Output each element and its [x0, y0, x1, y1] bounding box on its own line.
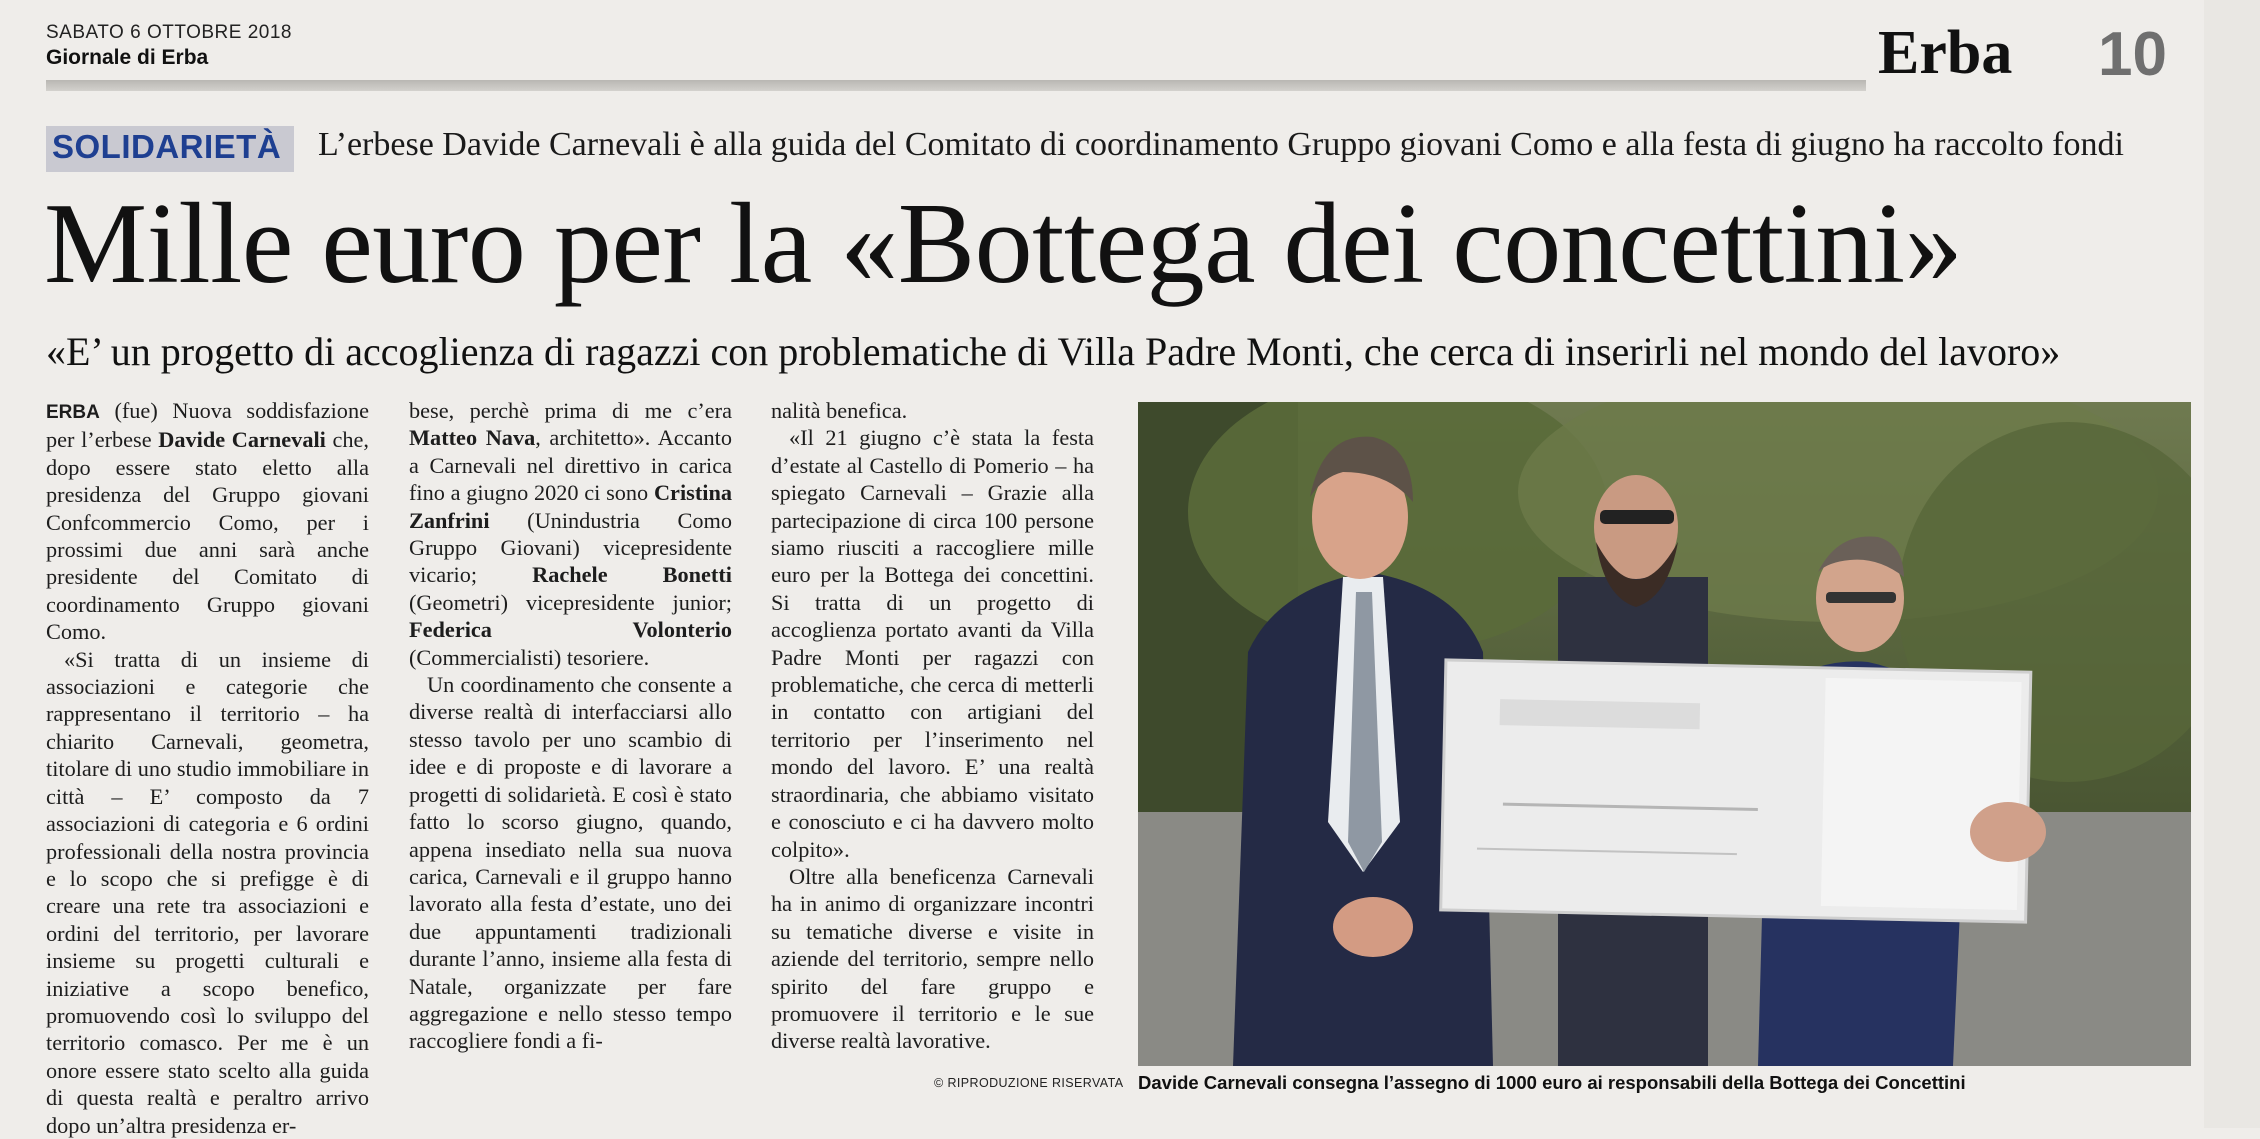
masthead-rule — [46, 80, 1866, 91]
paragraph: Un coordinamento che consente a diverse realtà di interfacciarsi allo stesso tavolo per uno scambio di idee e di proposte e di lavorare a progetti di solidarietà. E così è stato fatto lo scorso giugno, quando, appena insediato nella sua nuova carica, Carnevali e il gruppo hanno lavorato alla festa d’estate, uno dei due appuntamenti tradizionali durante l’anno, insieme alla festa di Natale, organizzate per fare aggregazione e nello stesso tempo raccogliere fondi a fi- — [409, 672, 732, 1054]
page-number: 10 — [2098, 20, 2167, 89]
text-run: (Geometri) vicepresidente junior; — [409, 589, 732, 615]
subheadline: L’erbese Davide Carnevali è alla guida del Comitato di coordinamento Gruppo giovani Como e alla festa di giugno ha raccolto fondi — [318, 126, 2124, 163]
headline: Mille euro per la «Bottega dei concettini» — [44, 180, 1963, 308]
person-name: Matteo Nava — [409, 425, 536, 451]
article-column-1 — [46, 397, 369, 1139]
section-name: Erba — [1878, 19, 2013, 87]
paragraph — [409, 397, 732, 671]
paragraph: nalità benefica. — [771, 398, 908, 423]
standfirst: «E’ un progetto di accoglienza di ragazzi con problematiche di Villa Padre Monti, che cerca di inserirli nel mondo del lavoro» — [46, 329, 2061, 374]
person-name: Federica Volonterio — [409, 617, 732, 643]
photo-illustration — [1138, 402, 2191, 1066]
person-name: Cristina Zanfrini — [409, 480, 732, 533]
person-name: Davide Carnevali — [158, 427, 326, 453]
paragraph: «Si tratta di un insieme di associazioni e categorie che rappresentano il territorio – ha chiarito Carnevali, geometra, titolare di uno studio immobiliare in città – E’ composto da 7 associazioni di categoria e 6 ordini professionali della nostra provincia e lo scopo che si prefigge è di creare una rete tra associazioni e ordini del territorio, per lavorare insieme su progetti culturali e iniziative a scopo benefico, promuovendo così lo sviluppo del territorio comasco. Per me è un onore essere stato scelto alla guida di questa realtà e peraltro arrivo dopo un’altra presidenza er- — [46, 646, 369, 1138]
article-column-2 — [409, 397, 732, 1055]
text-run: (Commercialisti) tesoriere. — [409, 644, 650, 670]
article-column-3 — [771, 397, 1094, 1055]
news-photo — [1138, 402, 2191, 1066]
copyright-notice: © RIPRODUZIONE RISERVATA — [934, 1076, 1124, 1090]
text-run: che, dopo essere stato eletto alla presidenza del Gruppo giovani Confcommercio Como, per i prossimi due anni sarà anche presidente del Comitato di coordinamento Gruppo giovani Como. — [46, 427, 369, 645]
text-run: (Unindustria Como Gruppo Giovani) vicepresidente vicario; — [409, 507, 732, 588]
paragraph: «Il 21 giugno c’è stata la festa d’estate al Castello di Pomerio – ha spiegato Carnevali – Grazie alla partecipazione di circa 100 persone siamo riusciti a raccogliere mille euro per la Bottega dei concettini. Si tratta di un progetto di accoglienza portato avanti da Villa Padre Monti per ragazzi con problematiche, che cerca di metterli in contatto con artigiani del territorio per l’inserimento nel mondo del lavoro. E’ una realtà straordinaria, che abbiamo visitato e conosciuto e ci ha davvero molto colpito». — [771, 425, 1094, 862]
paragraph: Oltre alla beneficenza Carnevali ha in animo di organizzare incontri su tematiche diverse e visite in aziende del territorio, sempre nello spirito del fare gruppo e promuovere il territorio e le sue diverse realtà lavorative. — [771, 863, 1094, 1054]
text-run: (fue) Nuova soddisfazione per l’erbese — [46, 398, 369, 453]
kicker-label: SOLIDARIETÀ — [52, 128, 282, 165]
paragraph — [46, 397, 369, 646]
person-name: Rachele Bonetti — [532, 562, 732, 588]
text-run: bese, perchè prima di me c’era — [409, 398, 732, 423]
page-edge — [2204, 0, 2260, 1128]
text-run: , architetto». Accanto a Carnevali nel direttivo in carica fino a giugno 2020 ci sono — [409, 425, 732, 506]
photo-caption: Davide Carnevali consegna l’assegno di 1000 euro ai responsabili della Bottega dei Concettini — [1138, 1072, 1966, 1093]
masthead-paper-name: Giornale di Erba — [46, 46, 209, 69]
masthead-date: SABATO 6 OTTOBRE 2018 — [46, 22, 292, 43]
dateline: ERBA — [46, 402, 100, 423]
